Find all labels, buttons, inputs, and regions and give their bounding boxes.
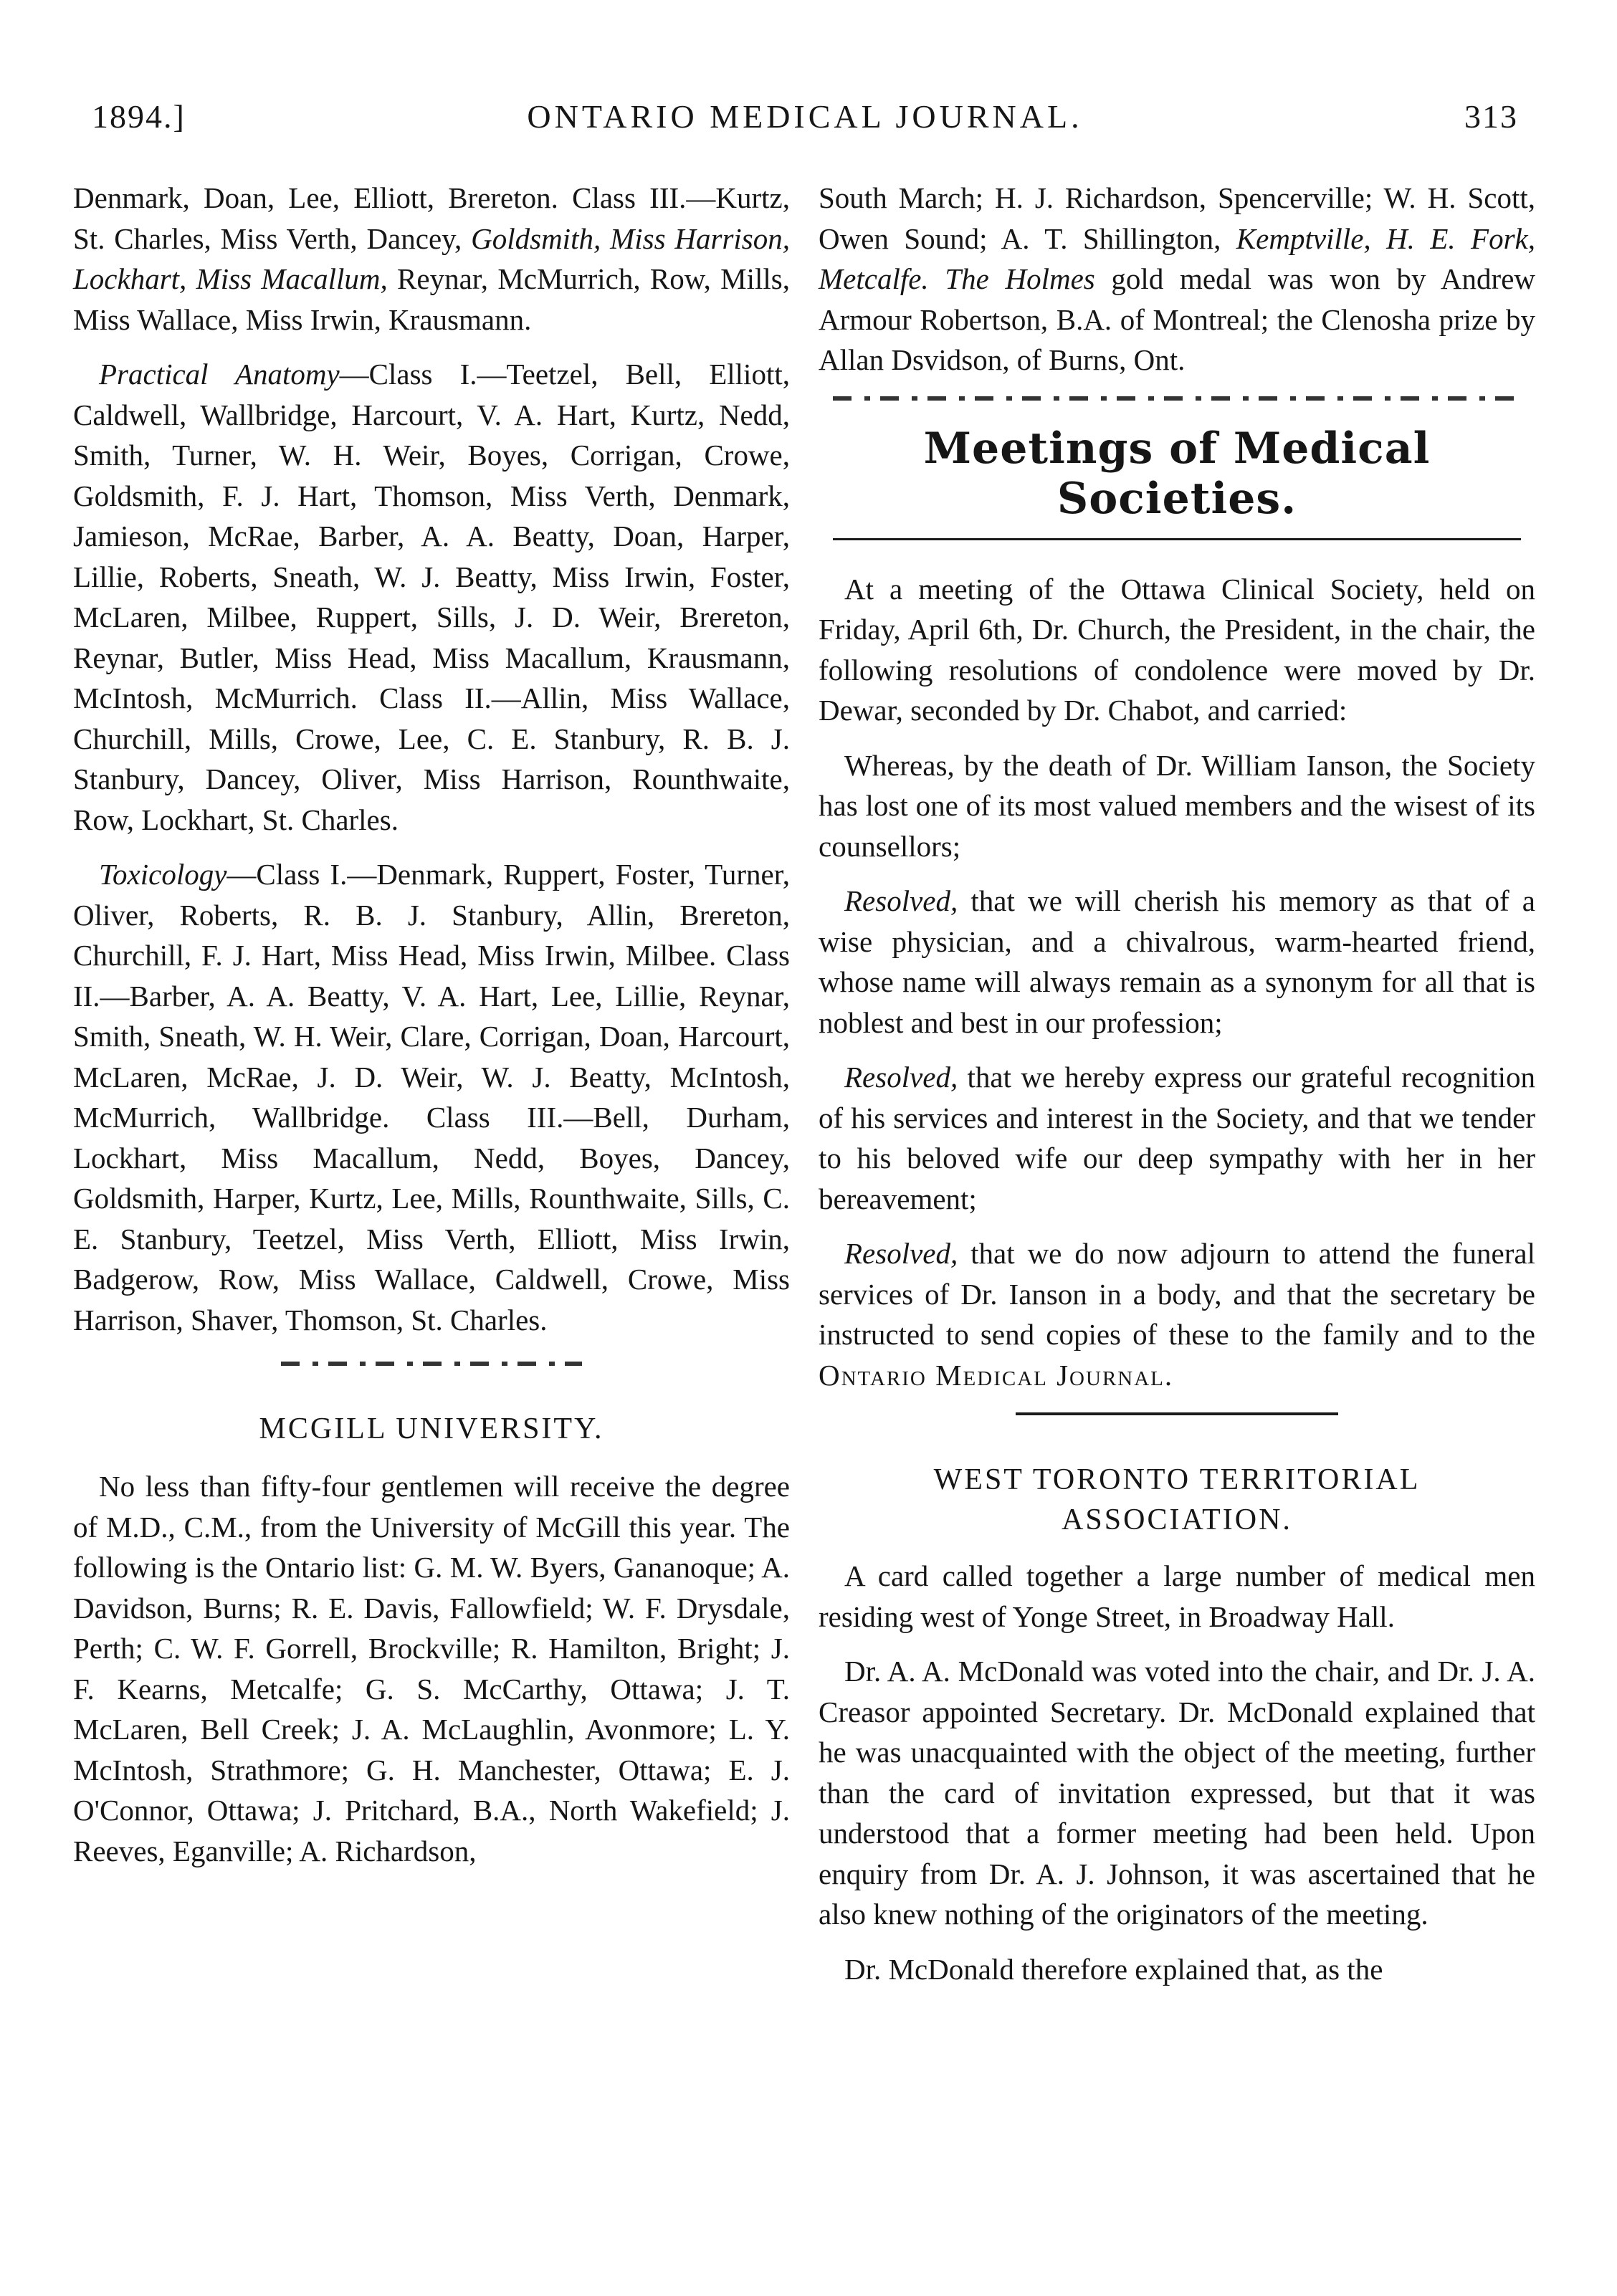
toxicology-list: Toxicology—Class I.—Denmark, Ruppert, Foster, Turner, Oliver, Roberts, R. B. J. Stanbury, Allin, Brereton, Churchill, F. J. Hart, Miss Head, Miss Irwin, Milbee. Class II.—Barber, A. A. Beatty, V. A. Hart, Lee, Lillie, Reynar, Smith, Sneath, W. H. Weir, Clare, Corrigan, Doan, Harcourt, McLaren, McRae, J. D. Weir, W. J. Beatty, McIntosh, McMurrich, Wallbridge. Class III.—Bell, Durham, Lockhart, Miss Macallum, Nedd, Boyes, Dancey, Goldsmith, Harper, Kurtz, Lee, Mills, Rounthwaite, Sills, C. E. Stanbury, Teetzel, Miss Verth, Elliott, Miss Irwin, Badgerow, Row, Miss Wallace, Caldwell, Crowe, Miss Harrison, Shaver, Thomson, St. Charles. [73, 858, 790, 1336]
left-column [73, 178, 790, 1885]
section-divider [281, 1362, 582, 1366]
practical-anatomy-label: Practical Anatomy [99, 358, 340, 391]
heading-rule [833, 538, 1521, 540]
page-number: 313 [1464, 98, 1518, 135]
journal-title: ONTARIO MEDICAL JOURNAL. [527, 98, 1083, 135]
mcgill-paragraph-continued: South March; H. J. Richardson, Spencerville; W. H. Scott, Owen Sound; A. T. Shillington, Kemptville, H. E. Fork, Metcalfe. The Holmes gold medal was won by Andrew Armour Robertson, B.A. of Montreal; the Clenosha prize by Allan Dsvidson, of Burns, Ont. [819, 181, 1535, 376]
toxicology-label: Toxicology [99, 858, 227, 891]
mcgill-heading: MCGILL UNIVERSITY. [259, 1412, 604, 1445]
ottawa-intro: At a meeting of the Ottawa Clinical Society, held on Friday, April 6th, Dr. Church, the President, in the chair, the following resolutions of condolence were moved by Dr. Dewar, seconded by Dr. Chabot, and carried: [819, 572, 1535, 727]
societies-heading: Meetings of Medical Societies. [923, 423, 1431, 524]
class-list-continued: Denmark, Doan, Lee, Elliott, Brereton. Class III.—Kurtz, St. Charles, Miss Verth, Dancey, Goldsmith, Miss Harrison, Lockhart, Miss Macallum, Reynar, McMurrich, Row, Mills, Miss Wallace, Miss Irwin, Krausmann. [73, 181, 790, 336]
resolution-3: Resolved, that we do now adjourn to attend the funeral services of Dr. Ianson in a body, and that the secretary be instructed to send copies of these to the family and to the Ontario Medical Journal. [819, 1237, 1535, 1392]
resolution-2: Resolved, that we hereby express our grateful recognition of his services and interest in the Society, and that we tender to his beloved wife our deep sympathy with her in her bereavement; [819, 1061, 1535, 1215]
west-toronto-heading: WEST TORONTO TERRITORIAL ASSOCIATION. [933, 1463, 1421, 1536]
west-toronto-paragraph-2: Dr. A. A. McDonald was voted into the chair, and Dr. J. A. Creasor appointed Secretary. Dr. McDonald explained that he was unacquainted with the object of the meeting, further than the card of invitation expressed, but that it was understood that a former meeting had been held. Upon enquiry from Dr. A. J. Johnson, it was ascertained that he also knew nothing of the originators of the meeting. [819, 1655, 1535, 1931]
west-toronto-paragraph-1: A card called together a large number of medical men residing west of Yonge Street, in Broadway Hall. [819, 1559, 1535, 1633]
resolution-1: Resolved, that we will cherish his memory as that of a wise physician, and a chivalrous, warm-hearted friend, whose name will always remain as a synonym for all that is noblest and best in our profession; [819, 884, 1535, 1039]
right-column [819, 178, 1535, 2004]
section-rule [1016, 1412, 1338, 1415]
west-toronto-paragraph-3: Dr. McDonald therefore explained that, as the [844, 1952, 1383, 1986]
practical-anatomy-list: Practical Anatomy—Class I.—Teetzel, Bell, Elliott, Caldwell, Wallbridge, Harcourt, V. A. Hart, Kurtz, Nedd, Smith, Turner, W. H. Weir, Boyes, Corrigan, Crowe, Goldsmith, F. J. Hart, Thomson, Miss Verth, Denmark, Jamieson, McRae, Barber, A. A. Beatty, Doan, Harper, Lillie, Roberts, Sneath, W. J. Beatty, Miss Irwin, Foster, McLaren, Milbee, Ruppert, Sills, J. D. Weir, Brereton, Reynar, Butler, Miss Head, Miss Macallum, Krausmann, McIntosh, McMurrich. Class II.—Allin, Miss Wallace, Churchill, Mills, Crowe, Lee, C. E. Stanbury, R. B. J. Stanbury, Dancey, Oliver, Miss Harrison, Rounthwaite, Row, Lockhart, St. Charles. [73, 358, 790, 836]
header-year: 1894.] [92, 98, 186, 135]
section-divider [833, 396, 1521, 401]
mcgill-paragraph: No less than fifty-four gentlemen will receive the degree of M.D., C.M., from the University of McGill this year. The following is the Ontario list: G. M. W. Byers, Gananoque; A. Davidson, Burns; R. E. Davis, Fallowfield; W. F. Drysdale, Perth; C. W. F. Gorrell, Brockville; R. Hamilton, Bright; J. F. Kearns, Metcalfe; G. S. McCarthy, Ottawa; J. T. McLaren, Bell Creek; J. A. McLaughlin, Avonmore; L. Y. McIntosh, Strathmore; G. H. Manchester, Ottawa; E. J. O'Connor, Ottawa; J. Pritchard, B.A., North Wakefield; J. Reeves, Eganville; A. Richardson, [73, 1470, 790, 1867]
whereas-clause: Whereas, by the death of Dr. William Ianson, the Society has lost one of its most valued members and the wisest of its counsellors; [819, 748, 1535, 863]
running-header [92, 97, 1518, 148]
